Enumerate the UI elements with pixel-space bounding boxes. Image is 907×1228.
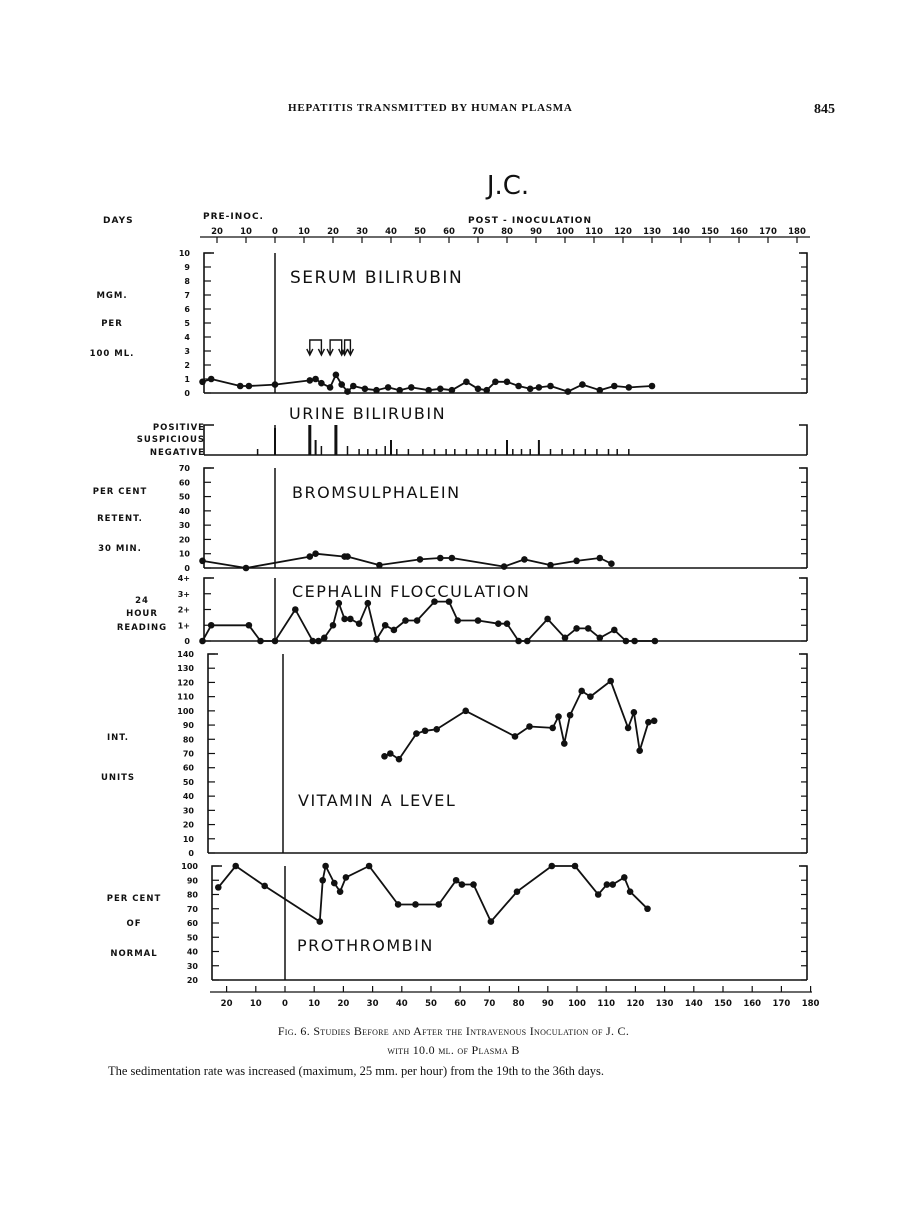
y-tick-label: 100	[181, 862, 198, 871]
bottom-x-tick-label: 80	[512, 999, 525, 1009]
cephalin-flocculation-point	[573, 625, 580, 632]
urine-bar	[257, 449, 259, 455]
running-title: HEPATITIS TRANSMITTED BY HUMAN PLASMA	[288, 102, 573, 114]
vitamin-a-point	[607, 678, 614, 685]
vitamin-a-point	[462, 708, 469, 715]
serum-bilirubin-point	[318, 380, 325, 387]
top-x-tick-label: 120	[614, 227, 632, 237]
urine-bar	[628, 449, 630, 455]
y-tick-label: 9	[184, 263, 190, 272]
bottom-x-tick-label: 0	[282, 999, 288, 1009]
urine-bar	[367, 449, 369, 455]
bromsulphalein-point	[608, 560, 615, 567]
top-x-tick-label: 160	[730, 227, 748, 237]
panel-ylabel: OF	[126, 919, 142, 929]
serum-bilirubin-point	[333, 372, 340, 379]
top-x-tick-label: 10	[240, 227, 252, 237]
urine-bar	[521, 449, 523, 455]
y-tick-label: 50	[186, 933, 198, 943]
y-tick-label: 90	[182, 721, 194, 731]
urine-bar	[315, 440, 317, 455]
panel-ylabel: NORMAL	[110, 949, 158, 959]
panel-ylabel: PER	[101, 319, 123, 329]
serum-bilirubin-point	[649, 383, 656, 390]
top-x-tick-label: 80	[501, 227, 513, 237]
top-x-tick-label: 60	[443, 227, 455, 237]
bottom-x-tick-label: 70	[483, 999, 496, 1009]
panel-title: VITAMIN A LEVEL	[298, 791, 457, 810]
prothrombin-point	[337, 888, 344, 895]
prothrombin-point	[488, 918, 495, 925]
vitamin-a-point	[636, 747, 643, 754]
panel-ylabel: PER CENT	[92, 487, 148, 497]
y-tick-label: 10	[178, 549, 190, 559]
panel-ylabel: POSITIVE	[152, 423, 205, 433]
panel-ylabel: RETENT.	[97, 514, 143, 524]
cephalin-flocculation-point	[246, 622, 253, 629]
post-inoc-label: POST - INOCULATION	[468, 216, 592, 226]
y-tick-label: 70	[178, 464, 190, 473]
bottom-x-tick-label: 10	[308, 999, 321, 1009]
bromsulphalein-point	[521, 556, 528, 563]
urine-bar	[608, 449, 610, 455]
cephalin-flocculation-point	[475, 617, 482, 624]
serum-bilirubin-point	[463, 379, 470, 386]
y-tick-label: 4	[184, 333, 190, 342]
panel-ylabel: 24	[135, 596, 149, 606]
serum-bilirubin-point	[504, 379, 511, 386]
y-tick-label: 0	[184, 637, 190, 646]
panel-title: URINE BILIRUBIN	[289, 404, 447, 423]
panel-cephalin-flocculation	[117, 574, 807, 646]
cephalin-flocculation-point	[330, 622, 337, 629]
vitamin-a-point	[381, 753, 388, 760]
urine-bar	[477, 449, 479, 455]
bottom-x-tick-label: 100	[568, 999, 586, 1009]
bromsulphalein-point	[312, 550, 319, 557]
urine-bar	[376, 449, 378, 455]
bromsulphalein-point	[344, 553, 351, 560]
prothrombin-point	[322, 863, 329, 870]
serum-bilirubin-point	[515, 383, 522, 390]
serum-bilirubin-point	[307, 377, 314, 384]
urine-bar	[512, 449, 514, 455]
cephalin-flocculation-point	[347, 616, 354, 623]
cephalin-flocculation-point	[402, 617, 409, 624]
cephalin-flocculation-point	[414, 617, 421, 624]
top-x-tick-label: 100	[556, 227, 574, 237]
prothrombin-point	[459, 881, 466, 888]
y-tick-label: 40	[178, 506, 190, 516]
bromsulphalein-point	[449, 555, 456, 562]
panel-ylabel: MGM.	[96, 291, 128, 301]
vitamin-a-point	[645, 719, 652, 726]
serum-bilirubin-point	[527, 386, 534, 393]
urine-bar	[445, 449, 447, 455]
vitamin-a-point	[433, 726, 440, 733]
urine-bar	[334, 425, 337, 455]
serum-bilirubin-point	[350, 383, 357, 390]
vitamin-a-point	[387, 750, 394, 757]
y-tick-label: 0	[184, 389, 190, 398]
y-tick-label: 100	[177, 706, 194, 716]
bromsulphalein-point	[501, 563, 508, 570]
cephalin-flocculation-point	[562, 635, 569, 642]
bottom-x-tick-label: 160	[743, 999, 762, 1009]
y-tick-label: 30	[178, 521, 190, 531]
y-tick-label: 130	[177, 664, 194, 674]
bromsulphalein-point	[199, 558, 206, 565]
panel-title: SERUM BILIRUBIN	[290, 268, 464, 288]
top-x-tick-label: 10	[298, 227, 310, 237]
panel-title: BROMSULPHALEIN	[292, 483, 461, 502]
cephalin-flocculation-point	[597, 635, 604, 642]
bottom-x-tick-label: 130	[655, 999, 674, 1009]
bottom-x-tick-label: 40	[395, 999, 408, 1009]
cephalin-flocculation-point	[504, 620, 511, 627]
serum-bilirubin-point	[237, 383, 244, 390]
serum-bilirubin-point	[565, 388, 572, 395]
urine-bar	[358, 449, 360, 455]
prothrombin-point	[412, 901, 419, 908]
serum-bilirubin-point	[437, 386, 444, 393]
panel-ylabel: READING	[116, 623, 168, 633]
serum-bilirubin-point	[338, 381, 345, 388]
bottom-x-tick-label: 20	[220, 999, 233, 1009]
urine-bar	[321, 446, 323, 455]
prothrombin-point	[470, 881, 477, 888]
chart-title: J.C.	[486, 171, 530, 201]
serum-bilirubin-point	[385, 384, 392, 391]
serum-bilirubin-point	[492, 379, 499, 386]
vitamin-a-point	[526, 723, 533, 730]
urine-bar	[486, 449, 488, 455]
bromsulphalein-point	[307, 553, 314, 560]
serum-bilirubin-point	[408, 384, 415, 391]
figure-caption-line2: with 10.0 ml. of Plasma B	[387, 1043, 520, 1057]
y-tick-label: 7	[184, 291, 190, 300]
urine-bar	[550, 449, 552, 455]
top-x-tick-label: 40	[385, 227, 397, 237]
prothrombin-point	[366, 863, 373, 870]
bottom-x-tick-label: 110	[597, 999, 616, 1009]
serum-bilirubin-point	[344, 388, 351, 395]
vitamin-a-point	[396, 756, 403, 763]
prothrombin-point	[261, 883, 268, 890]
top-x-tick-label: 20	[211, 227, 223, 237]
y-tick-label: 8	[184, 277, 190, 286]
urine-bar	[538, 440, 540, 455]
bottom-x-tick-label: 50	[425, 999, 437, 1009]
prothrombin-point	[644, 905, 651, 912]
vitamin-a-line	[385, 681, 655, 759]
top-x-tick-label: 0	[272, 227, 278, 237]
days-label: DAYS	[103, 216, 134, 226]
bottom-x-tick-label: 30	[366, 999, 379, 1009]
vitamin-a-point	[651, 718, 658, 725]
prothrombin-point	[215, 884, 222, 891]
vitamin-a-point	[512, 733, 519, 740]
urine-bar	[495, 449, 497, 455]
bottom-x-tick-label: 150	[714, 999, 732, 1009]
bottom-x-tick-label: 20	[337, 999, 350, 1009]
panel-title: PROTHROMBIN	[297, 936, 434, 955]
y-tick-label: 120	[177, 678, 194, 688]
vitamin-a-point	[422, 727, 429, 734]
panel-right-axis	[799, 468, 807, 568]
urine-bar	[308, 425, 311, 455]
y-tick-label: 1+	[177, 621, 190, 631]
prothrombin-point	[331, 880, 338, 887]
y-tick-label: 60	[182, 763, 194, 773]
urine-bar	[529, 449, 531, 455]
vitamin-a-point	[625, 725, 632, 732]
urine-bar	[506, 440, 508, 455]
panel-ylabel: INT.	[106, 733, 130, 743]
urine-bar	[390, 440, 392, 455]
bottom-x-tick-label: 60	[454, 999, 467, 1009]
top-x-tick-label: 50	[414, 227, 426, 237]
urine-bar	[561, 449, 563, 455]
panel-ylabel: 30 MIN.	[98, 544, 142, 554]
prothrombin-point	[572, 863, 579, 870]
top-x-tick-label: 30	[356, 227, 368, 237]
prothrombin-point	[595, 891, 602, 898]
top-x-tick-label: 70	[472, 227, 484, 237]
serum-bilirubin-point	[246, 383, 253, 390]
serum-bilirubin-point	[626, 384, 633, 391]
bottom-x-tick-label: 180	[801, 999, 820, 1009]
prothrombin-point	[549, 863, 556, 870]
top-x-tick-label: 90	[530, 227, 542, 237]
y-tick-label: 40	[186, 947, 198, 957]
vitamin-a-point	[561, 740, 568, 747]
y-tick-label: 5	[184, 319, 190, 328]
y-tick-label: 40	[182, 792, 194, 802]
urine-bar	[434, 449, 436, 455]
y-tick-label: 90	[186, 876, 198, 886]
y-tick-label: 0	[188, 849, 194, 858]
y-tick-label: 20	[186, 976, 198, 985]
cephalin-flocculation-point	[544, 616, 551, 623]
cephalin-flocculation-point	[495, 620, 502, 627]
panel-title: CEPHALIN FLOCCULATION	[292, 582, 531, 601]
y-tick-label: 110	[177, 692, 194, 702]
y-tick-label: 10	[182, 834, 194, 844]
urine-bar	[422, 449, 424, 455]
prothrombin-point	[627, 888, 634, 895]
urine-bar	[454, 449, 456, 455]
urine-bar	[573, 449, 575, 455]
top-x-tick-label: 110	[585, 227, 603, 237]
prothrombin-point	[319, 877, 326, 884]
y-tick-label: 2+	[177, 605, 190, 615]
vitamin-a-point	[631, 709, 638, 716]
vitamin-a-point	[578, 688, 585, 695]
top-x-tick-label: 170	[759, 227, 777, 237]
prothrombin-point	[435, 901, 442, 908]
urine-bar	[585, 449, 587, 455]
top-x-tick-label: 150	[701, 227, 719, 237]
panel-left-axis	[204, 425, 214, 455]
dosing-arrows	[307, 340, 354, 355]
urine-bar	[466, 449, 468, 455]
serum-bilirubin-point	[536, 384, 543, 391]
top-x-tick-label: 180	[788, 227, 806, 237]
cephalin-flocculation-point	[611, 627, 618, 634]
vitamin-a-point	[567, 712, 574, 719]
vitamin-a-point	[413, 730, 420, 737]
prothrombin-line	[218, 866, 647, 922]
y-tick-label: 80	[186, 890, 198, 900]
prothrombin-point	[453, 877, 460, 884]
cephalin-flocculation-point	[382, 622, 389, 629]
urine-bar	[347, 446, 349, 455]
bromsulphalein-point	[417, 556, 424, 563]
cephalin-flocculation-point	[341, 616, 348, 623]
cephalin-flocculation-point	[454, 617, 461, 624]
prothrombin-point	[395, 901, 402, 908]
bottom-x-tick-label: 170	[772, 999, 791, 1009]
serum-bilirubin-point	[362, 386, 369, 393]
panel-serum-bilirubin	[90, 249, 807, 398]
vitamin-a-point	[555, 713, 562, 720]
prothrombin-point	[343, 874, 350, 881]
page-number: 845	[814, 102, 835, 117]
figure-caption: Fig. 6. Studies Before and After the Intravenous Inoculation of J. C.	[277, 1024, 630, 1038]
panel-ylabel: HOUR	[126, 609, 158, 619]
panel-ylabel: 100 ML.	[89, 349, 135, 359]
y-tick-label: 50	[178, 492, 190, 502]
prothrombin-point	[232, 863, 239, 870]
prothrombin-point	[621, 874, 628, 881]
panel-left-axis	[204, 468, 214, 568]
y-tick-label: 140	[177, 650, 194, 659]
y-tick-label: 70	[186, 904, 198, 914]
y-tick-label: 30	[186, 961, 198, 971]
top-x-tick-label: 130	[643, 227, 661, 237]
urine-bar	[408, 449, 410, 455]
y-tick-label: 70	[182, 749, 194, 759]
top-x-tick-label: 20	[327, 227, 339, 237]
cephalin-flocculation-point	[585, 625, 592, 632]
bottom-x-tick-label: 120	[626, 999, 645, 1009]
prothrombin-point	[317, 918, 324, 925]
y-tick-label: 6	[184, 305, 190, 314]
serum-bilirubin-point	[312, 376, 319, 383]
urine-bar	[384, 446, 386, 455]
cephalin-flocculation-line	[203, 602, 655, 641]
bromsulphalein-point	[437, 555, 444, 562]
panel-vitamin-a	[101, 650, 807, 858]
panel-ylabel: NEGATIVE	[149, 448, 205, 458]
y-tick-label: 50	[182, 777, 194, 787]
y-tick-label: 30	[182, 806, 194, 816]
vitamin-a-point	[587, 693, 594, 700]
y-tick-label: 60	[186, 919, 198, 928]
panel-ylabel: PER CENT	[106, 894, 162, 904]
serum-bilirubin-point	[579, 381, 586, 388]
cephalin-flocculation-point	[356, 620, 363, 627]
vitamin-a-point	[549, 725, 556, 732]
bottom-x-tick-label: 90	[541, 999, 554, 1009]
panel-right-axis	[799, 425, 807, 455]
y-tick-label: 20	[182, 820, 194, 830]
serum-bilirubin-point	[611, 383, 618, 390]
cephalin-flocculation-point	[321, 635, 328, 642]
y-tick-label: 80	[182, 735, 194, 745]
cephalin-flocculation-point	[391, 627, 398, 634]
y-tick-label: 0	[184, 564, 190, 573]
panel-ylabel: UNITS	[100, 773, 136, 783]
prothrombin-point	[514, 888, 521, 895]
serum-bilirubin-point	[547, 383, 554, 390]
y-tick-label: 20	[178, 535, 190, 545]
bottom-x-tick-label: 140	[684, 999, 703, 1009]
bottom-x-tick-label: 10	[249, 999, 262, 1009]
y-tick-label: 1	[184, 375, 190, 384]
bromsulphalein-point	[597, 555, 604, 562]
prothrombin-point	[609, 881, 616, 888]
serum-bilirubin-point	[475, 386, 482, 393]
y-tick-label: 4+	[177, 574, 190, 583]
cephalin-flocculation-point	[292, 606, 299, 613]
y-tick-label: 3+	[177, 589, 190, 599]
pre-inoc-label: PRE-INOC.	[203, 212, 264, 222]
urine-bar	[396, 449, 398, 455]
sedimentation-note: The sedimentation rate was increased (maximum, 25 mm. per hour) from the 19th to the 36th days.	[108, 1064, 605, 1078]
y-tick-label: 60	[178, 478, 190, 488]
bromsulphalein-point	[573, 558, 580, 565]
y-tick-label: 10	[178, 249, 190, 258]
urine-bar	[596, 449, 598, 455]
panel-urine-bilirubin	[137, 404, 807, 458]
y-tick-label: 2	[184, 361, 190, 370]
panel-ylabel: SUSPICIOUS	[136, 435, 205, 445]
y-tick-label: 3	[184, 347, 190, 356]
top-x-tick-label: 140	[672, 227, 690, 237]
prothrombin-point	[604, 881, 611, 888]
urine-bar	[616, 449, 618, 455]
serum-bilirubin-point	[327, 384, 334, 391]
